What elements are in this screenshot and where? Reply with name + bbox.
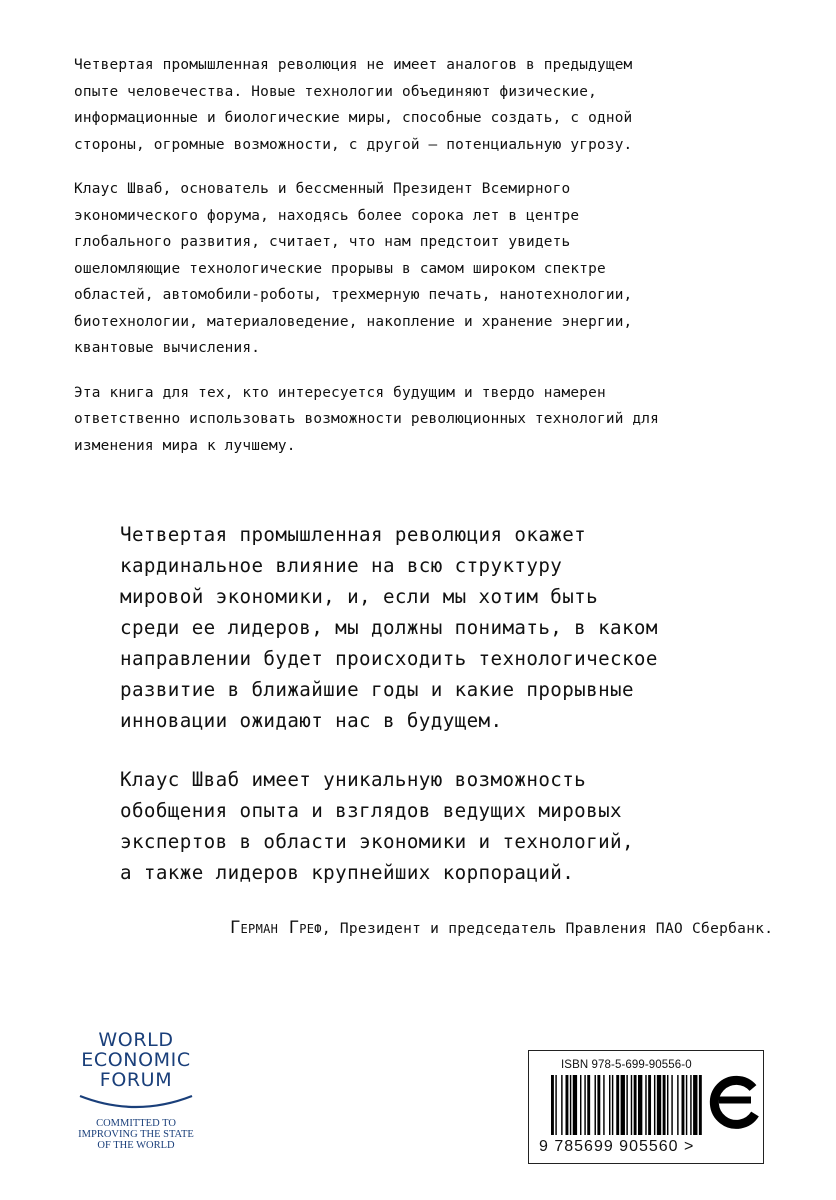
isbn-number: ISBN 978-5-699-90556-0 (561, 1059, 692, 1071)
attribution-name: Герман Греф (230, 918, 322, 938)
intro-paragraph-3: Эта книга для тех, кто интересуется будущим и твердо намерен ответственно использовать возможности революционных технологий для изменения мира к лучшему. (74, 384, 660, 454)
quote-attribution (230, 918, 773, 938)
quote-paragraph-1: Четвертая промышленная революция окажет кардинальное влияние на всю структуру мировой экономики, и, если мы хотим быть среди ее лидеров, мы должны понимать, в каком направлении будет происходить технологическое развитие в ближайшие годы и какие прорывные инновации ожидают нас в будущем. (120, 523, 658, 732)
intro-paragraph-1: Четвертая промышленная революция не имеет аналогов в предыдущем опыте человечества. Новые технологии объединяют физические, информационные и биологические миры, способные создать, с одной стороны, огромные возможности, с другой – потенциальную угрозу. (74, 57, 633, 153)
wef-logo-line-3: FORUM (99, 1069, 173, 1091)
wef-tagline-3: OF THE WORLD (97, 1140, 175, 1151)
wef-tagline-1: COMMITTED TO (96, 1118, 176, 1129)
eksmo-logo-icon (707, 1074, 763, 1132)
endorsement-quote (120, 519, 760, 916)
quote-paragraph-2: Клаус Шваб имеет уникальную возможность обобщения опыта и взглядов ведущих мировых экспертов в области экономики и технологий, а также лидеров крупнейших корпораций. (120, 768, 634, 884)
world-economic-forum-logo (66, 1030, 206, 1151)
intro-paragraph-2: Клаус Шваб, основатель и бессменный Президент Всемирного экономического форума, находясь более сорока лет в центре глобального развития, считает, что нам предстоит увидеть ошеломляющие технологические прорывы в самом широком спектре областей, автомобили-роботы, трехмерную печать, нанотехнологии, биотехнологии, материаловедение, накопление и хранение энергии, квантовые вычисления. (74, 181, 633, 356)
barcode-digits: 9 785699 905560 > (539, 1138, 695, 1155)
attribution-title: , Президент и председатель Правления ПАО Сбербанк. (321, 921, 774, 937)
wef-arc-icon (76, 1092, 196, 1114)
wef-tagline-2: IMPROVING THE STATE (78, 1129, 194, 1140)
wef-logo-line-1: WORLD (98, 1029, 174, 1051)
back-cover-description (74, 52, 774, 477)
wef-logo-line-2: ECONOMIC (81, 1049, 191, 1071)
